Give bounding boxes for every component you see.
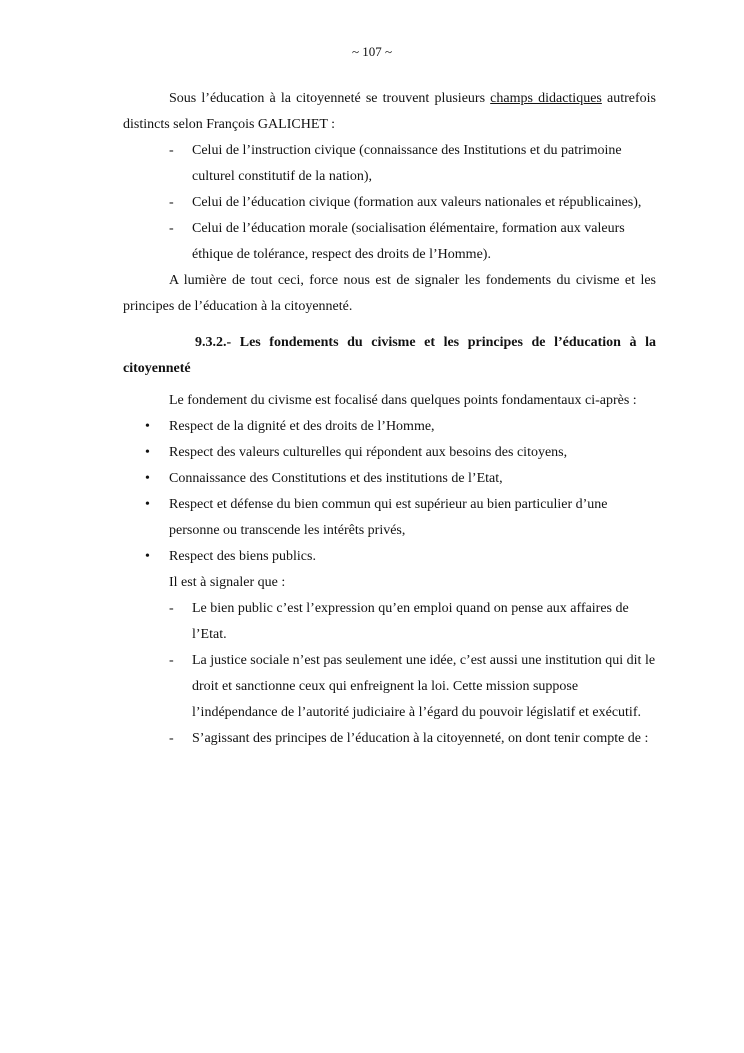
list-item — [123, 492, 656, 544]
list-item — [123, 216, 656, 268]
fondement-text: Respect de la dignité et des droits de l’Homme, — [169, 419, 435, 434]
bullet-icon: • — [145, 419, 150, 434]
intro-underlined-term: champs didactiques — [490, 91, 602, 106]
list-item — [123, 440, 656, 466]
dash-marker: - — [169, 653, 174, 668]
list-item — [123, 648, 656, 726]
dash-marker: - — [169, 195, 174, 210]
dash-marker: - — [169, 601, 174, 616]
section-heading: 9.3.2.- Les fondements du civisme et les principes de l’éducation à la citoyenneté — [123, 335, 656, 376]
list-item — [123, 138, 656, 190]
dash-marker: - — [169, 143, 174, 158]
dash-marker: - — [169, 221, 174, 236]
fondement-text: Respect des biens publics. — [169, 549, 316, 564]
remarque-text: S’agissant des principes de l’éducation à la citoyenneté, on dont tenir compte de : — [192, 731, 649, 746]
list-item — [123, 190, 656, 216]
page-number: ~ 107 ~ — [351, 44, 393, 59]
champs-list — [123, 138, 656, 268]
remarques-list — [123, 596, 656, 752]
fondement-text: Connaissance des Constitutions et des institutions de l’Etat, — [169, 471, 503, 486]
intro-text-before: Sous l’éducation à la citoyenneté se trouvent plusieurs — [169, 91, 491, 106]
transition-paragraph: A lumière de tout ceci, force nous est de signaler les fondements du civisme et les principes de l’éducation à la citoyenneté. — [123, 273, 656, 314]
list-item — [123, 596, 656, 648]
champ-text: Celui de l’instruction civique (connaissance des Institutions et du patrimoine culturel constitutif de la nation), — [192, 143, 622, 184]
intro-paragraph — [123, 86, 656, 138]
list-item — [123, 544, 656, 570]
list-item — [123, 414, 656, 440]
champ-text: Celui de l’éducation civique (formation aux valeurs nationales et républicaines), — [192, 195, 642, 210]
bullet-icon: • — [145, 471, 150, 486]
bullet-icon: • — [145, 497, 150, 512]
remarque-text: La justice sociale n’est pas seulement une idée, c’est aussi une institution qui dit le droit et sanctionne ceux qui enfreignent la loi. Cette mission suppose l’indépendance de l’autorité judiciaire à l’égard du pouvoir législatif et exécutif. — [192, 653, 656, 720]
bullet-icon: • — [145, 549, 150, 564]
list-item — [123, 466, 656, 492]
fondement-text: Respect et défense du bien commun qui est supérieur au bien particulier d’une personne ou transcende les intérêts privés, — [169, 497, 608, 538]
fondements-list — [123, 414, 656, 570]
dash-marker: - — [169, 731, 174, 746]
document-body — [123, 86, 656, 752]
bullet-icon: • — [145, 445, 150, 460]
fondement-intro-paragraph: Le fondement du civisme est focalisé dans quelques points fondamentaux ci-après : — [169, 393, 637, 408]
signal-intro: Il est à signaler que : — [169, 575, 286, 590]
champ-text: Celui de l’éducation morale (socialisation élémentaire, formation aux valeurs éthique de tolérance, respect des droits de l’Homme). — [192, 221, 625, 262]
list-item — [123, 726, 656, 752]
fondement-text: Respect des valeurs culturelles qui répondent aux besoins des citoyens, — [169, 445, 568, 460]
intro-text-after: autrefois distincts selon François GALICHET : — [123, 91, 656, 132]
remarque-text: Le bien public c’est l’expression qu’en emploi quand on pense aux affaires de l’Etat. — [192, 601, 629, 642]
